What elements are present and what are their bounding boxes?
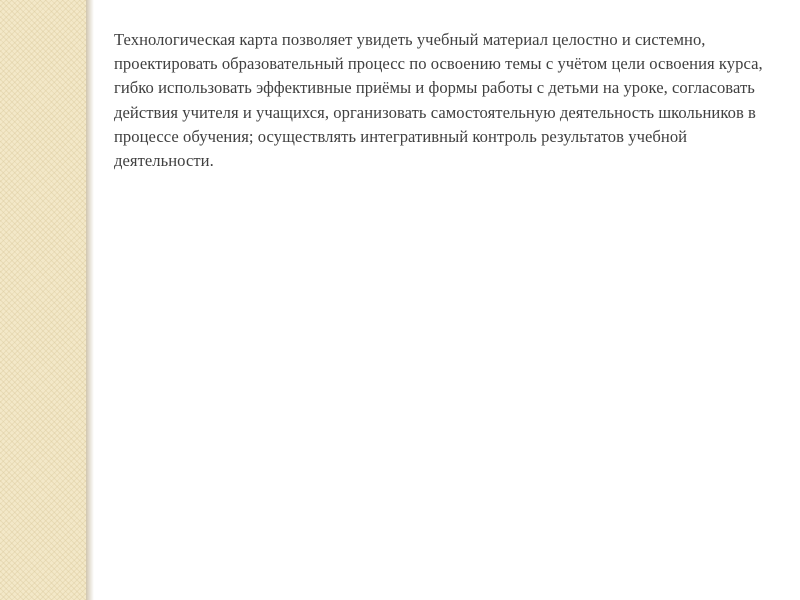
side-band-shadow [86,0,94,600]
body-paragraph: Технологическая карта позволяет увидеть учебный материал целостно и системно, проектировать образовательный процесс по освоению темы с учётом цели освоения курса, гибко использовать эффективные приёмы и формы работы с детьми на уроке, согласовать действия учителя и учащихся, организовать самостоятельную деятельность школьников в процессе обучения; осуществлять интегративный контроль результатов учебной деятельности. [114,30,763,171]
decorative-side-band [0,0,86,600]
